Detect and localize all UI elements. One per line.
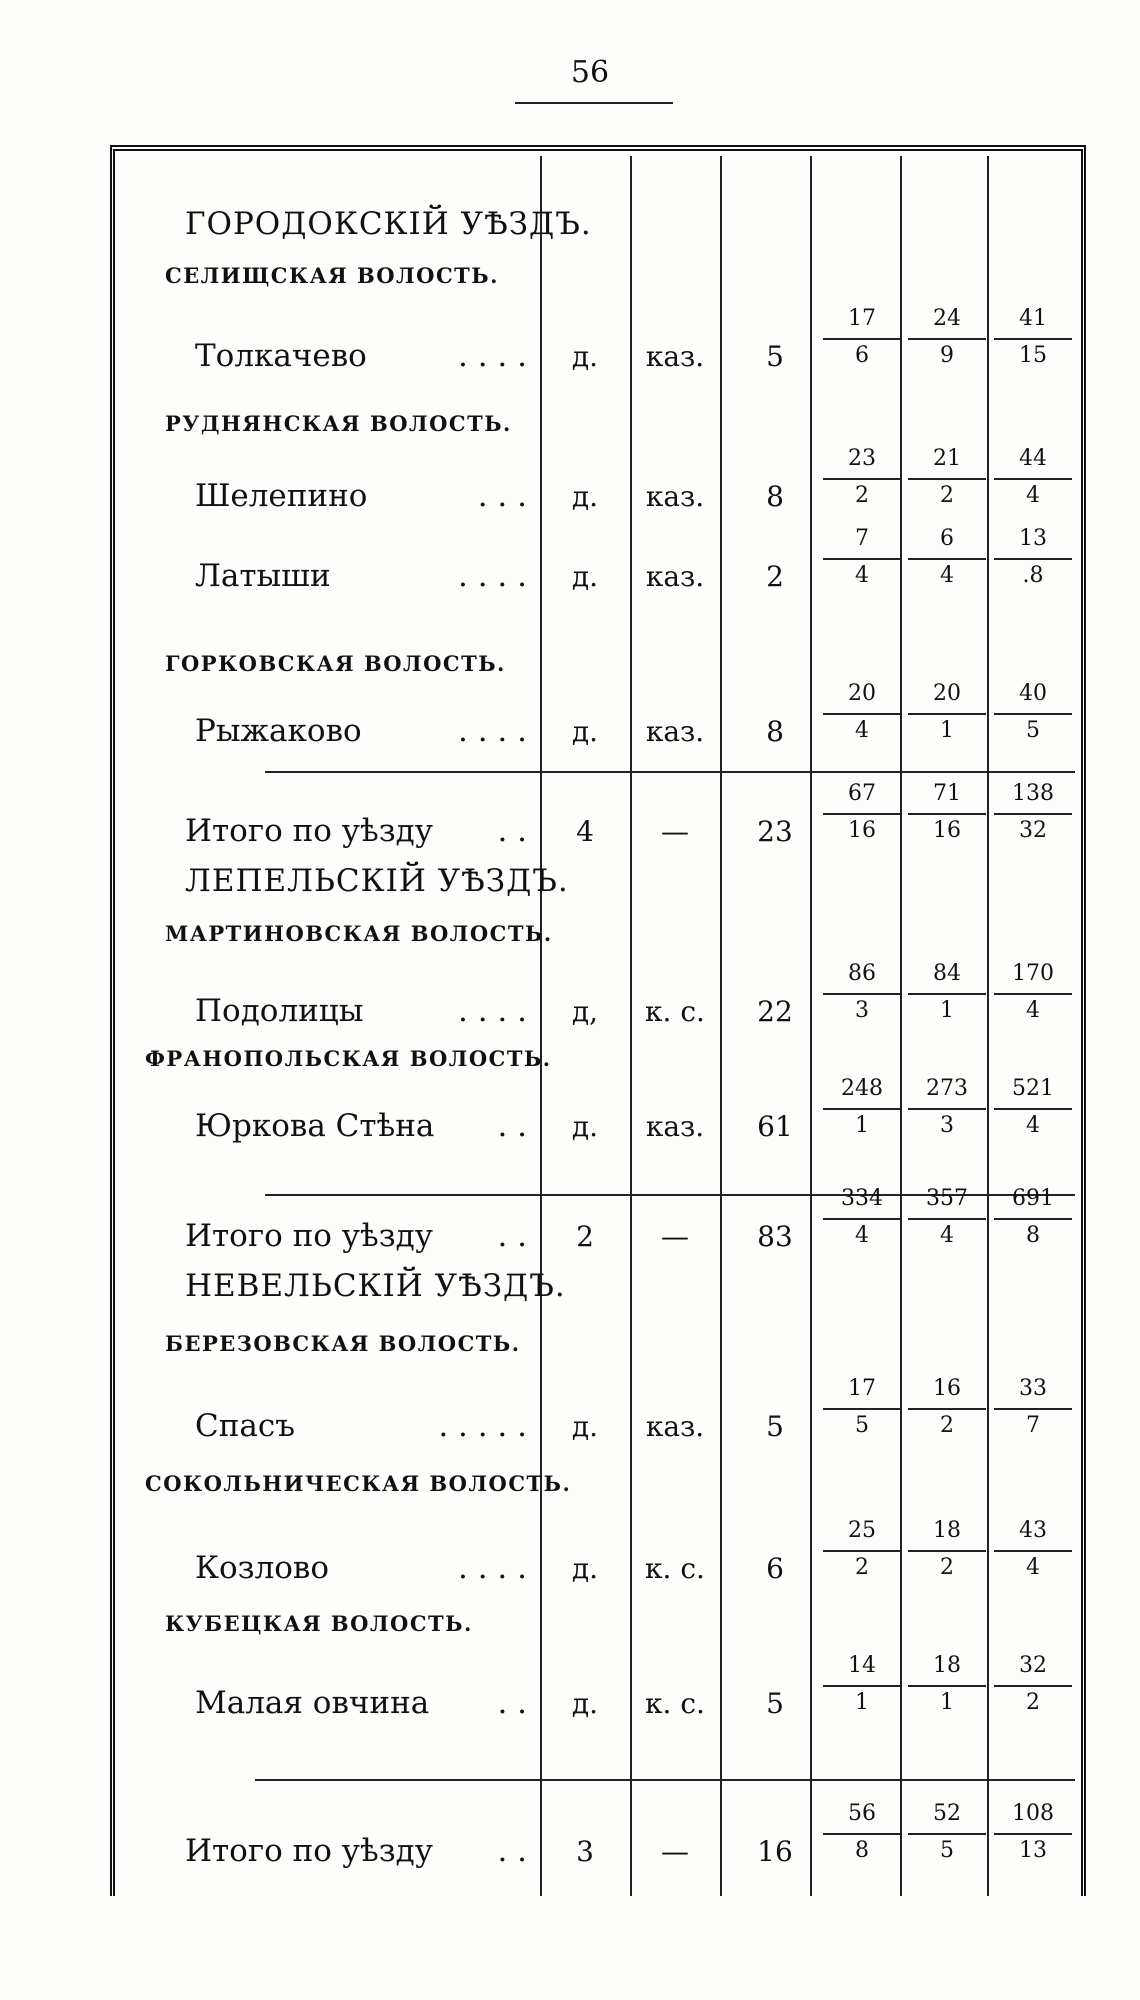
cell-kind: д. — [571, 1687, 599, 1720]
fraction-bar — [994, 1833, 1072, 1835]
fraction-bar — [823, 1833, 901, 1835]
cell-category: каз. — [645, 340, 705, 373]
fraction-bar — [994, 558, 1072, 560]
fraction-cell — [821, 308, 903, 367]
fraction-cell — [992, 1078, 1074, 1137]
place-name: Шелепино — [195, 478, 368, 514]
fraction-denominator: 16 — [848, 818, 876, 843]
fraction-cell — [992, 1803, 1074, 1862]
cell-kind: 2 — [576, 1220, 594, 1253]
fraction-bar — [908, 1833, 986, 1835]
cell-count: 23 — [757, 815, 793, 848]
fraction-numerator: 24 — [933, 306, 961, 331]
fraction-bar — [908, 813, 986, 815]
fraction-denominator: 1 — [855, 1690, 869, 1715]
cell-kind: д. — [571, 340, 599, 373]
fraction-denominator: 15 — [1019, 343, 1047, 368]
fraction-cell — [992, 308, 1074, 367]
fraction-bar — [823, 993, 901, 995]
fraction-denominator: 5 — [940, 1838, 954, 1863]
fraction-bar — [908, 1108, 986, 1110]
fraction-numerator: 67 — [848, 781, 876, 806]
fraction-denominator: 4 — [1026, 1555, 1040, 1580]
page-number: 56 — [570, 55, 610, 90]
fraction-bar — [994, 338, 1072, 340]
cell-category: каз. — [645, 1410, 705, 1443]
fraction-cell — [906, 1078, 988, 1137]
fraction-cell — [992, 1520, 1074, 1579]
fraction-bar — [823, 713, 901, 715]
cell-category: к. с. — [645, 1552, 705, 1585]
fraction-cell — [992, 1188, 1074, 1247]
fraction-bar — [994, 478, 1072, 480]
cell-category: каз. — [645, 715, 705, 748]
fraction-numerator: 691 — [1012, 1186, 1054, 1211]
uezd-heading: ЛЕПЕЛЬСКІЙ УѢЗДЪ. — [185, 863, 569, 899]
fraction-denominator: 2 — [1026, 1690, 1040, 1715]
column-divider — [900, 156, 902, 1896]
cell-category: каз. — [645, 560, 705, 593]
fraction-numerator: 56 — [848, 1801, 876, 1826]
fraction-numerator: 52 — [933, 1801, 961, 1826]
fraction-numerator: 86 — [848, 961, 876, 986]
cell-count: 16 — [757, 1835, 793, 1868]
leader-dots: . . . . — [458, 993, 527, 1029]
fraction-numerator: 334 — [841, 1186, 883, 1211]
cell-category: — — [661, 1220, 689, 1253]
fraction-denominator: .8 — [1022, 563, 1044, 588]
uezd-heading: НЕВЕЛЬСКІЙ УѢЗДЪ. — [185, 1268, 566, 1304]
place-name: Латыши — [195, 558, 331, 594]
leader-dots: . . — [497, 813, 527, 849]
fraction-denominator: 1 — [940, 998, 954, 1023]
fraction-cell — [992, 683, 1074, 742]
cell-kind: 4 — [576, 815, 594, 848]
fraction-numerator: 23 — [848, 446, 876, 471]
total-label: Итого по уѣзду — [185, 1218, 433, 1254]
fraction-bar — [994, 1218, 1072, 1220]
leader-dots: . . . — [477, 478, 527, 514]
leader-dots: . . — [497, 1108, 527, 1144]
fraction-bar — [823, 1218, 901, 1220]
fraction-bar — [908, 558, 986, 560]
cell-count: 8 — [766, 715, 784, 748]
fraction-cell — [821, 683, 903, 742]
fraction-bar — [994, 993, 1072, 995]
cell-category: каз. — [645, 1110, 705, 1143]
cell-category: каз. — [645, 480, 705, 513]
fraction-numerator: 33 — [1019, 1376, 1047, 1401]
fraction-bar — [908, 1218, 986, 1220]
page-number-rule — [515, 102, 673, 104]
cell-category: к. с. — [645, 1687, 705, 1720]
fraction-denominator: 2 — [940, 1555, 954, 1580]
fraction-numerator: 20 — [848, 681, 876, 706]
fraction-bar — [823, 558, 901, 560]
total-separator — [265, 771, 1075, 773]
fraction-numerator: 16 — [933, 1376, 961, 1401]
fraction-cell — [906, 1378, 988, 1437]
fraction-cell — [906, 528, 988, 587]
fraction-bar — [994, 813, 1072, 815]
fraction-denominator: 4 — [855, 718, 869, 743]
fraction-bar — [994, 713, 1072, 715]
fraction-bar — [908, 1550, 986, 1552]
fraction-numerator: 43 — [1019, 1518, 1047, 1543]
fraction-cell — [821, 1188, 903, 1247]
fraction-bar — [908, 1408, 986, 1410]
fraction-bar — [823, 1685, 901, 1687]
cell-kind: д. — [571, 1552, 599, 1585]
volost-heading: РУДНЯНСКАЯ ВОЛОСТЬ. — [165, 411, 512, 436]
volost-heading: ГОРКОВСКАЯ ВОЛОСТЬ. — [165, 651, 506, 676]
place-name: Рыжаково — [195, 713, 362, 749]
fraction-denominator: 9 — [940, 343, 954, 368]
fraction-numerator: 248 — [841, 1076, 883, 1101]
cell-count: 83 — [757, 1220, 793, 1253]
fraction-numerator: 18 — [933, 1518, 961, 1543]
fraction-denominator: 2 — [940, 1413, 954, 1438]
fraction-denominator: 4 — [1026, 483, 1040, 508]
fraction-denominator: 1 — [855, 1113, 869, 1138]
fraction-cell — [906, 308, 988, 367]
fraction-denominator: 13 — [1019, 1838, 1047, 1863]
leader-dots: . . . . — [458, 1550, 527, 1586]
fraction-numerator: 17 — [848, 306, 876, 331]
fraction-numerator: 18 — [933, 1653, 961, 1678]
cell-kind: д. — [571, 1410, 599, 1443]
fraction-bar — [994, 1550, 1072, 1552]
cell-category: — — [661, 1835, 689, 1868]
fraction-bar — [823, 813, 901, 815]
volost-heading: ФРАНОПОЛЬСКАЯ ВОЛОСТЬ. — [145, 1046, 552, 1071]
cell-count: 6 — [766, 1552, 784, 1585]
fraction-cell — [821, 448, 903, 507]
fraction-cell — [992, 783, 1074, 842]
fraction-cell — [821, 1803, 903, 1862]
cell-count: 22 — [757, 995, 793, 1028]
cell-count: 5 — [766, 1410, 784, 1443]
place-name: Толкачево — [195, 338, 367, 374]
fraction-numerator: 20 — [933, 681, 961, 706]
fraction-bar — [823, 1550, 901, 1552]
volost-heading: МАРТИНОВСКАЯ ВОЛОСТЬ. — [165, 921, 553, 946]
fraction-bar — [908, 478, 986, 480]
fraction-cell — [906, 683, 988, 742]
fraction-numerator: 14 — [848, 1653, 876, 1678]
fraction-denominator: 1 — [940, 718, 954, 743]
cell-kind: д. — [571, 715, 599, 748]
fraction-numerator: 13 — [1019, 526, 1047, 551]
fraction-bar — [908, 338, 986, 340]
fraction-cell — [821, 1655, 903, 1714]
fraction-denominator: 6 — [855, 343, 869, 368]
fraction-cell — [906, 783, 988, 842]
leader-dots: . . . . — [458, 558, 527, 594]
total-label: Итого по уѣзду — [185, 1833, 433, 1869]
fraction-denominator: 2 — [940, 483, 954, 508]
total-label: Итого по уѣзду — [185, 813, 433, 849]
fraction-denominator: 8 — [855, 1838, 869, 1863]
fraction-cell — [821, 963, 903, 1022]
cell-count: 5 — [766, 1687, 784, 1720]
volost-heading: СЕЛИЩСКАЯ ВОЛОСТЬ. — [165, 263, 499, 288]
cell-kind: д, — [571, 995, 599, 1028]
fraction-cell — [992, 448, 1074, 507]
fraction-numerator: 21 — [933, 446, 961, 471]
fraction-cell — [821, 1520, 903, 1579]
cell-count: 8 — [766, 480, 784, 513]
place-name: Малая овчина — [195, 1685, 430, 1721]
fraction-cell — [906, 1188, 988, 1247]
fraction-numerator: 17 — [848, 1376, 876, 1401]
fraction-denominator: 3 — [940, 1113, 954, 1138]
fraction-denominator: 4 — [1026, 1113, 1040, 1138]
column-divider — [987, 156, 989, 1896]
fraction-numerator: 521 — [1012, 1076, 1054, 1101]
column-divider — [720, 156, 722, 1896]
cell-category: — — [661, 815, 689, 848]
fraction-denominator: 32 — [1019, 818, 1047, 843]
fraction-denominator: 4 — [855, 563, 869, 588]
fraction-cell — [821, 528, 903, 587]
fraction-cell — [992, 528, 1074, 587]
fraction-denominator: 16 — [933, 818, 961, 843]
cell-count: 5 — [766, 340, 784, 373]
fraction-denominator: 4 — [855, 1223, 869, 1248]
cell-count: 61 — [757, 1110, 793, 1143]
fraction-cell — [992, 1655, 1074, 1714]
fraction-numerator: 108 — [1012, 1801, 1054, 1826]
fraction-cell — [992, 963, 1074, 1022]
fraction-denominator: 4 — [1026, 998, 1040, 1023]
place-name: Юркова Стѣна — [195, 1108, 435, 1144]
fraction-numerator: 71 — [933, 781, 961, 806]
leader-dots: . . . . — [458, 713, 527, 749]
fraction-bar — [823, 478, 901, 480]
volost-heading: СОКОЛЬНИЧЕСКАЯ ВОЛОСТЬ. — [145, 1471, 572, 1496]
fraction-denominator: 7 — [1026, 1413, 1040, 1438]
fraction-cell — [906, 448, 988, 507]
volost-heading: БЕРЕЗОВСКАЯ ВОЛОСТЬ. — [165, 1331, 521, 1356]
leader-dots: . . — [497, 1218, 527, 1254]
fraction-numerator: 25 — [848, 1518, 876, 1543]
fraction-bar — [908, 993, 986, 995]
fraction-numerator: 7 — [855, 526, 869, 551]
fraction-denominator: 1 — [940, 1690, 954, 1715]
cell-count: 2 — [766, 560, 784, 593]
fraction-bar — [823, 1408, 901, 1410]
fraction-numerator: 84 — [933, 961, 961, 986]
fraction-numerator: 273 — [926, 1076, 968, 1101]
volost-heading: КУБЕЦКАЯ ВОЛОСТЬ. — [165, 1611, 473, 1636]
fraction-numerator: 170 — [1012, 961, 1054, 986]
fraction-numerator: 6 — [940, 526, 954, 551]
fraction-cell — [906, 1655, 988, 1714]
leader-dots: . . — [497, 1685, 527, 1721]
fraction-cell — [821, 783, 903, 842]
leader-dots: . . — [497, 1833, 527, 1869]
fraction-cell — [906, 1520, 988, 1579]
fraction-numerator: 138 — [1012, 781, 1054, 806]
fraction-bar — [994, 1408, 1072, 1410]
fraction-bar — [823, 1108, 901, 1110]
fraction-bar — [908, 1685, 986, 1687]
fraction-numerator: 357 — [926, 1186, 968, 1211]
statistics-table — [110, 145, 1086, 1896]
fraction-denominator: 4 — [940, 1223, 954, 1248]
total-separator — [255, 1779, 1075, 1781]
fraction-numerator: 40 — [1019, 681, 1047, 706]
fraction-bar — [994, 1685, 1072, 1687]
leader-dots: . . . . . — [438, 1408, 527, 1444]
fraction-denominator: 8 — [1026, 1223, 1040, 1248]
fraction-numerator: 41 — [1019, 306, 1047, 331]
place-name: Козлово — [195, 1550, 330, 1586]
uezd-heading: ГОРОДОКСКІЙ УѢЗДЪ. — [185, 206, 592, 242]
fraction-denominator: 5 — [855, 1413, 869, 1438]
cell-category: к. с. — [645, 995, 705, 1028]
fraction-denominator: 4 — [940, 563, 954, 588]
leader-dots: . . . . — [458, 338, 527, 374]
fraction-bar — [994, 1108, 1072, 1110]
fraction-numerator: 44 — [1019, 446, 1047, 471]
fraction-cell — [821, 1378, 903, 1437]
cell-kind: д. — [571, 1110, 599, 1143]
fraction-cell — [906, 963, 988, 1022]
fraction-bar — [823, 338, 901, 340]
cell-kind: 3 — [576, 1835, 594, 1868]
fraction-cell — [821, 1078, 903, 1137]
fraction-denominator: 2 — [855, 483, 869, 508]
fraction-cell — [992, 1378, 1074, 1437]
cell-kind: д. — [571, 480, 599, 513]
cell-kind: д. — [571, 560, 599, 593]
place-name: Подолицы — [195, 993, 364, 1029]
place-name: Спасъ — [195, 1408, 295, 1444]
fraction-denominator: 5 — [1026, 718, 1040, 743]
fraction-bar — [908, 713, 986, 715]
fraction-cell — [906, 1803, 988, 1862]
fraction-numerator: 32 — [1019, 1653, 1047, 1678]
fraction-denominator: 2 — [855, 1555, 869, 1580]
fraction-denominator: 3 — [855, 998, 869, 1023]
